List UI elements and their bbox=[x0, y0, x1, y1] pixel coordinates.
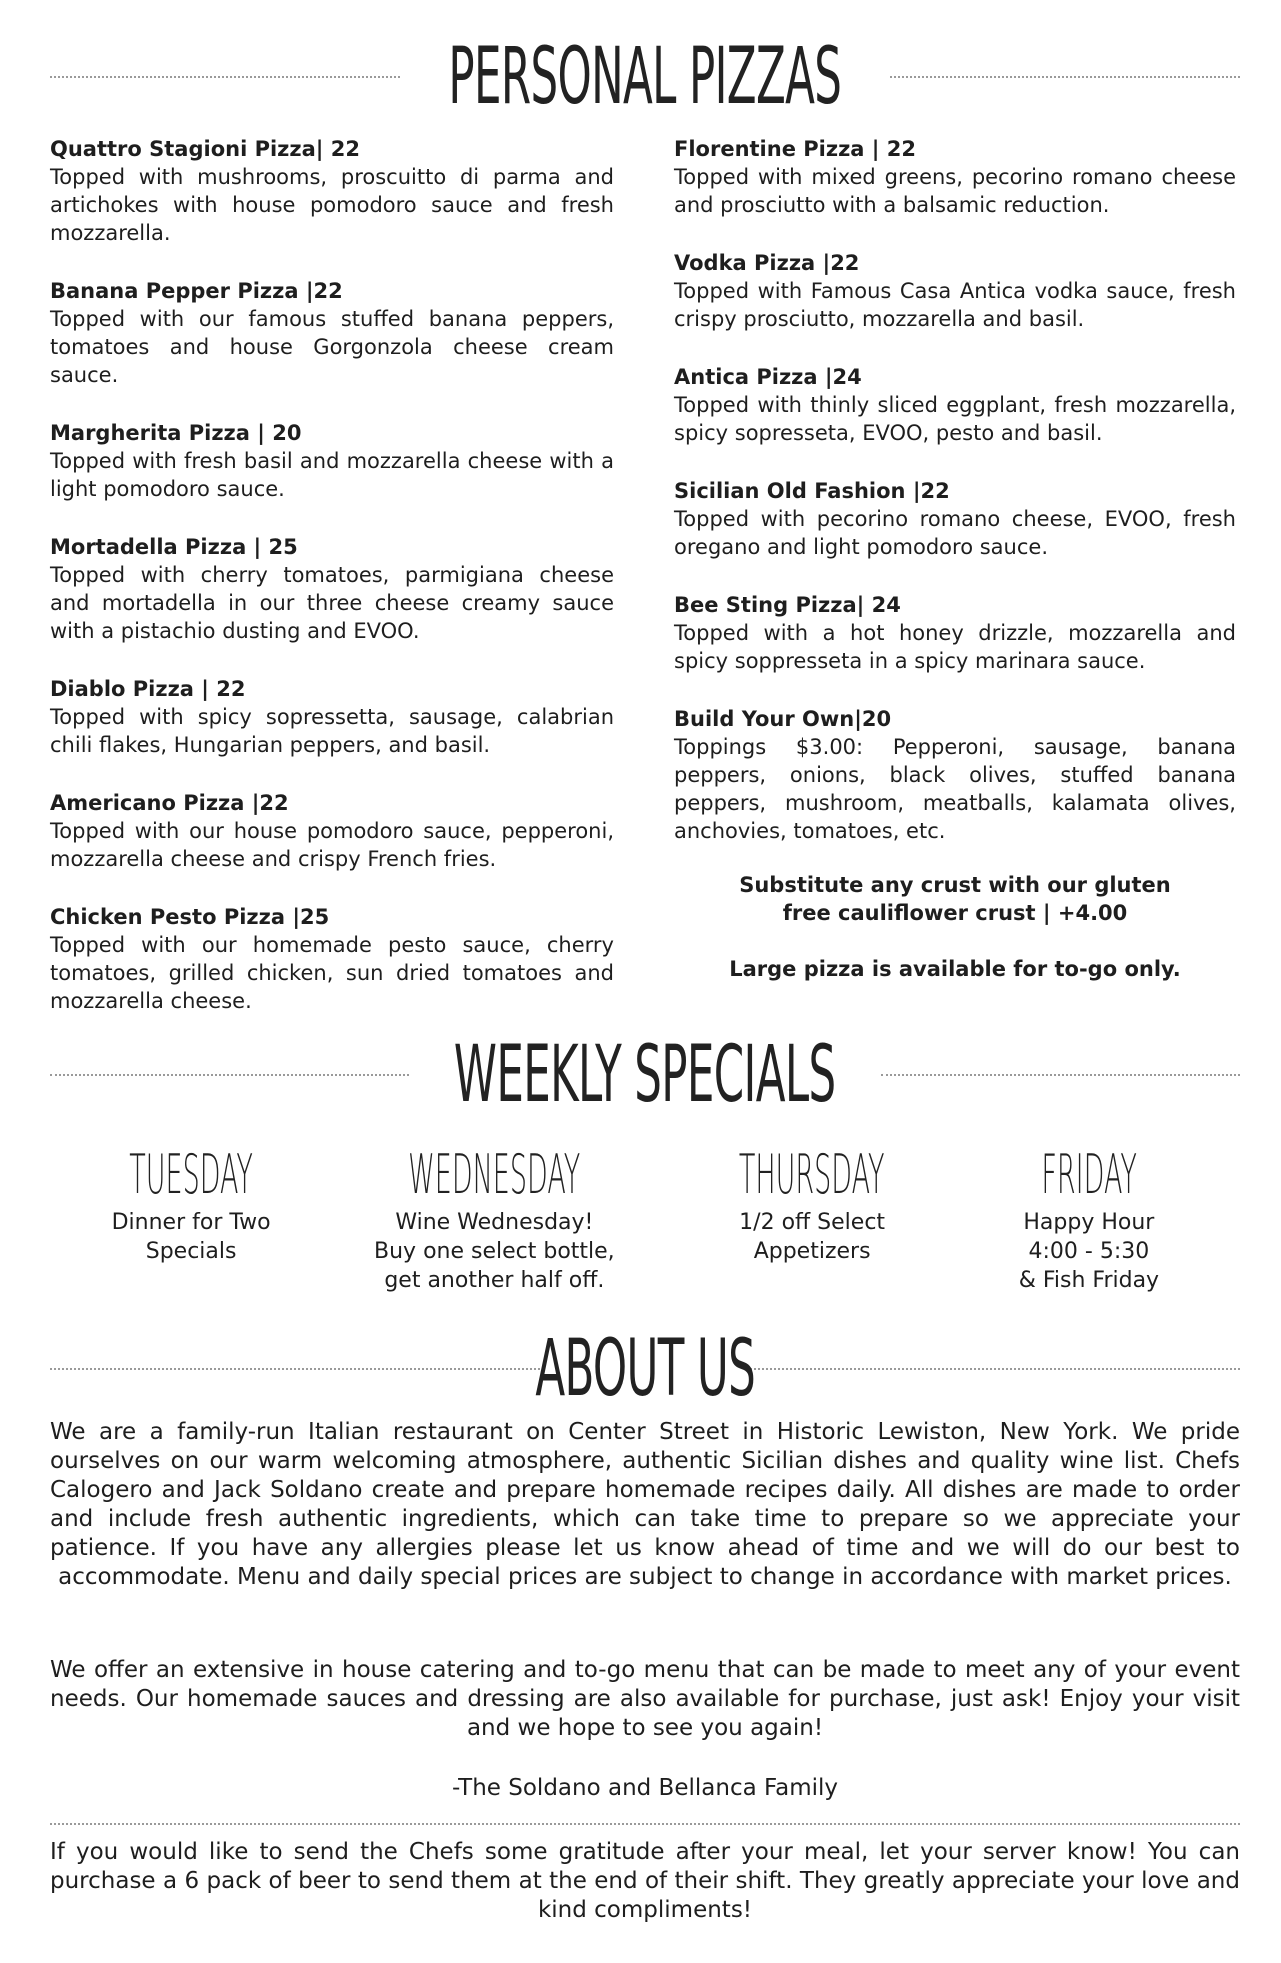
special-day: TUESDAY bbox=[129, 1143, 253, 1206]
about-signature: -The Soldano and Bellanca Family bbox=[451, 1775, 838, 1801]
menu-item-desc: Topped with our homemade pesto sauce, cherry tomatoes, grilled chicken, sun dried tomatoes and mozzarella cheese. bbox=[50, 933, 614, 1013]
about-us-heading bbox=[50, 1324, 1240, 1414]
menu-item bbox=[674, 592, 1236, 675]
special-desc: Dinner for Two Specials bbox=[111, 1210, 271, 1264]
special-day: WEDNESDAY bbox=[408, 1143, 581, 1206]
footer-divider bbox=[50, 1823, 1240, 1825]
menu-item-desc: Topped with a hot honey drizzle, mozzarella and spicy soppresseta in a spicy marinara sauce. bbox=[674, 621, 1236, 673]
menu-item-name: Margherita Pizza | 20 bbox=[50, 421, 302, 445]
special-friday bbox=[958, 1143, 1220, 1295]
footer-note: If you would like to send the Chefs some gratitude after your meal, let your server know! You can purchase a 6 pack of beer to send them at the end of their shift. They greatly appreciate your love and kind compliments! bbox=[50, 1839, 1240, 1923]
menu-item-name: Antica Pizza |24 bbox=[674, 365, 862, 389]
menu-item-desc: Topped with mushrooms, proscuitto di parma and artichokes with house pomodoro sauce and fresh mozzarella. bbox=[50, 165, 614, 245]
special-day: THURSDAY bbox=[739, 1143, 885, 1206]
menu-item bbox=[674, 136, 1236, 219]
about-paragraph-2: We offer an extensive in house catering and to-go menu that can be made to meet any of your event needs. Our homemade sauces and dressing are also available for purchase, just ask! Enjoy your visit and we hope to see you again! bbox=[50, 1657, 1240, 1741]
pizza-column-right bbox=[674, 136, 1236, 983]
heading-rule-right bbox=[890, 76, 1240, 78]
about-paragraph-1: We are a family-run Italian restaurant on Center Street in Historic Lewiston, New York. We pride ourselves on our warm welcoming atmosphere, authentic Sicilian dishes and quality wine list. Chefs Calogero and Jack Soldano create and prepare homemade recipes daily. All dishes are made to order and include fresh authentic ingredients, which can take time to prepare so we appreciate your patience. If you have any allergies please let us know ahead of time and we will do our best to accommodate. Menu and daily special prices are subject to change in accordance with market prices. bbox=[50, 1419, 1240, 1590]
special-tuesday bbox=[60, 1143, 322, 1295]
menu-item-name: Diablo Pizza | 22 bbox=[50, 677, 246, 701]
menu-item-desc: Topped with fresh basil and mozzarella cheese with a light pomodoro sauce. bbox=[50, 449, 614, 501]
menu-item-desc: Topped with pecorino romano cheese, EVOO, fresh oregano and light pomodoro sauce. bbox=[674, 507, 1236, 559]
menu-item bbox=[674, 478, 1236, 561]
heading-rule-left bbox=[50, 1074, 409, 1076]
menu-item-name: Bee Sting Pizza| 24 bbox=[674, 593, 901, 617]
heading-rule-left bbox=[50, 76, 400, 78]
weekly-specials-heading bbox=[50, 1030, 1240, 1120]
menu-item bbox=[50, 904, 614, 1015]
weekly-specials-row bbox=[60, 1143, 1220, 1295]
about-us-title: ABOUT US bbox=[535, 1324, 755, 1414]
menu-item-name: Build Your Own|20 bbox=[674, 707, 892, 731]
heading-rule-left bbox=[50, 1368, 540, 1370]
weekly-specials-title: WEEKLY SPECIALS bbox=[454, 1030, 836, 1120]
special-desc: Wine Wednesday! Buy one select bottle, get another half off. bbox=[374, 1210, 615, 1293]
menu-item-desc: Topped with spicy sopressetta, sausage, calabrian chili flakes, Hungarian peppers, and basil. bbox=[50, 705, 614, 757]
menu-item bbox=[50, 676, 614, 759]
menu-item-name: Sicilian Old Fashion |22 bbox=[674, 479, 950, 503]
menu-item bbox=[50, 136, 614, 247]
special-wednesday bbox=[322, 1143, 666, 1295]
menu-item-desc: Topped with our famous stuffed banana peppers, tomatoes and house Gorgonzola cheese cream sauce. bbox=[50, 307, 614, 387]
menu-item-desc: Topped with our house pomodoro sauce, pepperoni, mozzarella cheese and crispy French fries. bbox=[50, 819, 614, 871]
menu-item bbox=[674, 706, 1236, 845]
special-thursday bbox=[666, 1143, 957, 1295]
personal-pizzas-title: PERSONAL PIZZAS bbox=[448, 32, 842, 122]
menu-item-name: Americano Pizza |22 bbox=[50, 791, 289, 815]
menu-item-name: Florentine Pizza | 22 bbox=[674, 137, 916, 161]
crust-note: Substitute any crust with our gluten free cauliflower crust | +4.00 bbox=[739, 873, 1171, 925]
personal-pizzas-heading bbox=[50, 32, 1240, 122]
menu-item-name: Vodka Pizza |22 bbox=[674, 251, 860, 275]
heading-rule-right bbox=[750, 1368, 1240, 1370]
menu-item bbox=[674, 250, 1236, 333]
menu-item bbox=[50, 790, 614, 873]
menu-item-desc: Topped with mixed greens, pecorino romano cheese and prosciutto with a balsamic reduction. bbox=[674, 165, 1236, 217]
menu-item bbox=[50, 278, 614, 389]
special-desc: Happy Hour 4:00 - 5:30 & Fish Friday bbox=[1018, 1210, 1160, 1293]
special-desc: 1/2 off Select Appetizers bbox=[739, 1210, 886, 1264]
menu-item-name: Banana Pepper Pizza |22 bbox=[50, 279, 343, 303]
menu-item bbox=[50, 534, 614, 645]
menu-item-name: Mortadella Pizza | 25 bbox=[50, 535, 298, 559]
pizza-column-left bbox=[50, 136, 614, 1046]
menu-item-desc: Topped with Famous Casa Antica vodka sauce, fresh crispy prosciutto, mozzarella and basil. bbox=[674, 279, 1236, 331]
large-pizza-note: Large pizza is available for to-go only. bbox=[729, 957, 1181, 981]
menu-item-name: Chicken Pesto Pizza |25 bbox=[50, 905, 330, 929]
menu-item-desc: Toppings $3.00: Pepperoni, sausage, banana peppers, onions, black olives, stuffed banana peppers, mushroom, meatballs, kalamata olives, anchovies, tomatoes, etc. bbox=[674, 735, 1236, 843]
menu-item bbox=[674, 364, 1236, 447]
menu-item bbox=[50, 420, 614, 503]
menu-item-name: Quattro Stagioni Pizza| 22 bbox=[50, 137, 361, 161]
special-day: FRIDAY bbox=[1041, 1143, 1137, 1206]
menu-item-desc: Topped with thinly sliced eggplant, fresh mozzarella, spicy sopresseta, EVOO, pesto and basil. bbox=[674, 393, 1236, 445]
heading-rule-right bbox=[881, 1074, 1240, 1076]
menu-item-desc: Topped with cherry tomatoes, parmigiana cheese and mortadella in our three cheese creamy sauce with a pistachio dusting and EVOO. bbox=[50, 563, 614, 643]
